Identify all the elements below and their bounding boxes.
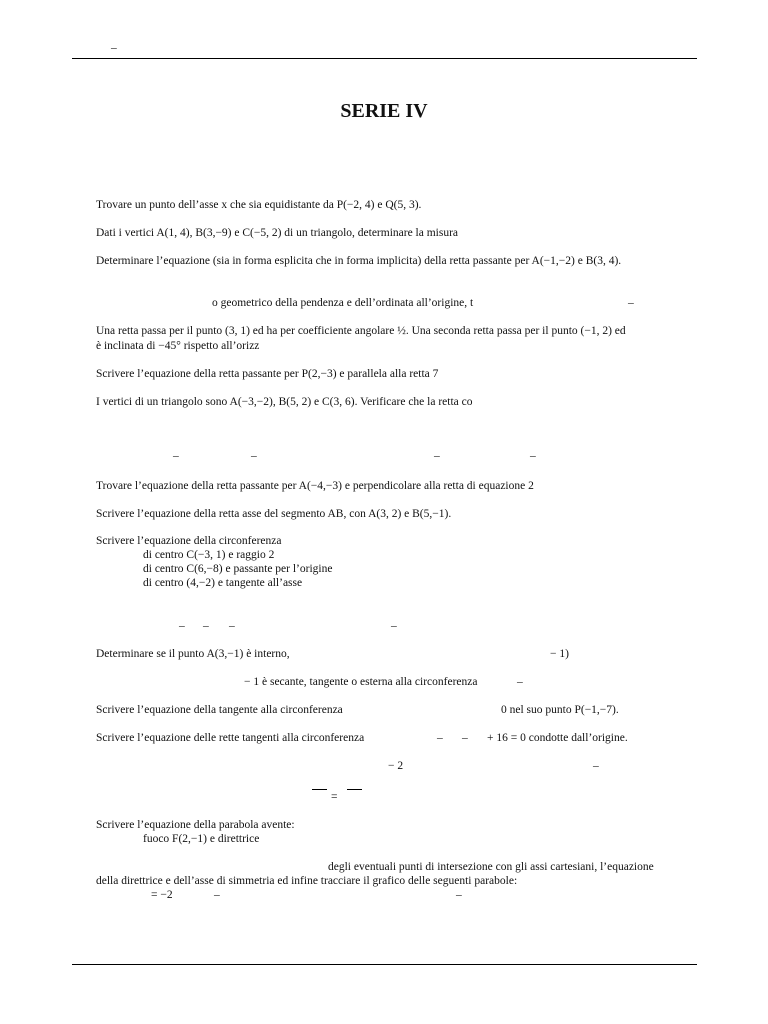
header-mark: – <box>111 42 117 54</box>
exercise-text: + 16 = 0 condotte dall’origine. <box>487 732 628 744</box>
exercise-text: degli eventuali punti di intersezione con gli assi cartesiani, l’equazione <box>328 861 654 873</box>
exercise-text: − 2 <box>388 760 404 772</box>
exercise-text: Scrivere l’equazione delle rette tangenti alla circonferenza <box>96 732 365 744</box>
exercise-text: = −2 <box>151 889 173 901</box>
dash-mark: – <box>437 732 443 744</box>
dash-mark: – <box>391 620 397 632</box>
exercise-text: Una retta passa per il punto (3, 1) ed ha per coefficiente angolare ½. Una seconda retta passa per il punto (−1, 2) ed <box>96 325 626 337</box>
footer-rule <box>72 964 697 965</box>
fraction-bar <box>347 789 362 790</box>
dash-mark: – <box>434 450 440 462</box>
header-rule <box>72 58 697 59</box>
exercise-text: 0 nel suo punto P(−1,−7). <box>501 704 619 716</box>
exercise-subitem: di centro C(6,−8) e passante per l’origine <box>143 563 333 575</box>
dash-mark: – <box>203 620 209 632</box>
exercise-subitem: fuoco F(2,−1) e direttrice <box>143 833 260 845</box>
exercise-text: Determinare l’equazione (sia in forma esplicita che in forma implicita) della retta passante per A(−1,−2) e B(3, 4). <box>96 255 622 267</box>
dash-mark: – <box>214 889 220 901</box>
exercise-text: Scrivere l’equazione della tangente alla circonferenza <box>96 704 343 716</box>
exercise-text: Determinare se il punto A(3,−1) è interno, <box>96 648 290 660</box>
dash-mark: – <box>462 732 468 744</box>
fraction-bar <box>312 789 327 790</box>
exercise-text: o geometrico della pendenza e dell’ordinata all’origine, t <box>212 297 474 309</box>
exercise-subitem: di centro (4,−2) e tangente all’asse <box>143 577 303 589</box>
exercise-text: − 1 è secante, tangente o esterna alla circonferenza <box>244 676 478 688</box>
exercise-text: Scrivere l’equazione della retta passante per P(2,−3) e parallela alla retta 7 <box>96 368 439 380</box>
dash-mark: – <box>456 889 462 901</box>
exercise-text: Dati i vertici A(1, 4), B(3,−9) e C(−5, 2) di un triangolo, determinare la misura <box>96 227 459 239</box>
exercise-subitem: di centro C(−3, 1) e raggio 2 <box>143 549 275 561</box>
dash-mark: – <box>173 450 179 462</box>
exercise-text: Scrivere l’equazione della retta asse del segmento AB, con A(3, 2) e B(5,−1). <box>96 508 452 520</box>
equals-sign: = <box>331 791 338 803</box>
dash-mark: – <box>517 676 523 688</box>
page-title: SERIE IV <box>340 100 428 122</box>
exercise-text: Scrivere l’equazione della circonferenza <box>96 535 282 547</box>
exercise-text: − 1) <box>550 648 569 660</box>
exercise-text: I vertici di un triangolo sono A(−3,−2), B(5, 2) e C(3, 6). Verificare che la retta co <box>96 396 473 408</box>
dash-mark: – <box>628 297 634 309</box>
dash-mark: – <box>593 760 599 772</box>
exercise-text: della direttrice e dell’asse di simmetria ed infine tracciare il grafico delle seguenti parabole: <box>96 875 518 887</box>
exercise-text: Scrivere l’equazione della parabola avente: <box>96 819 295 831</box>
dash-mark: – <box>530 450 536 462</box>
dash-mark: – <box>229 620 235 632</box>
dash-mark: – <box>251 450 257 462</box>
exercise-text: Trovare un punto dell’asse x che sia equidistante da P(−2, 4) e Q(5, 3). <box>96 199 422 211</box>
exercise-text: Trovare l’equazione della retta passante per A(−4,−3) e perpendicolare alla retta di equazione 2 <box>96 480 534 492</box>
dash-mark: – <box>179 620 185 632</box>
exercise-text: è inclinata di −45° rispetto all’orizz <box>96 340 260 352</box>
